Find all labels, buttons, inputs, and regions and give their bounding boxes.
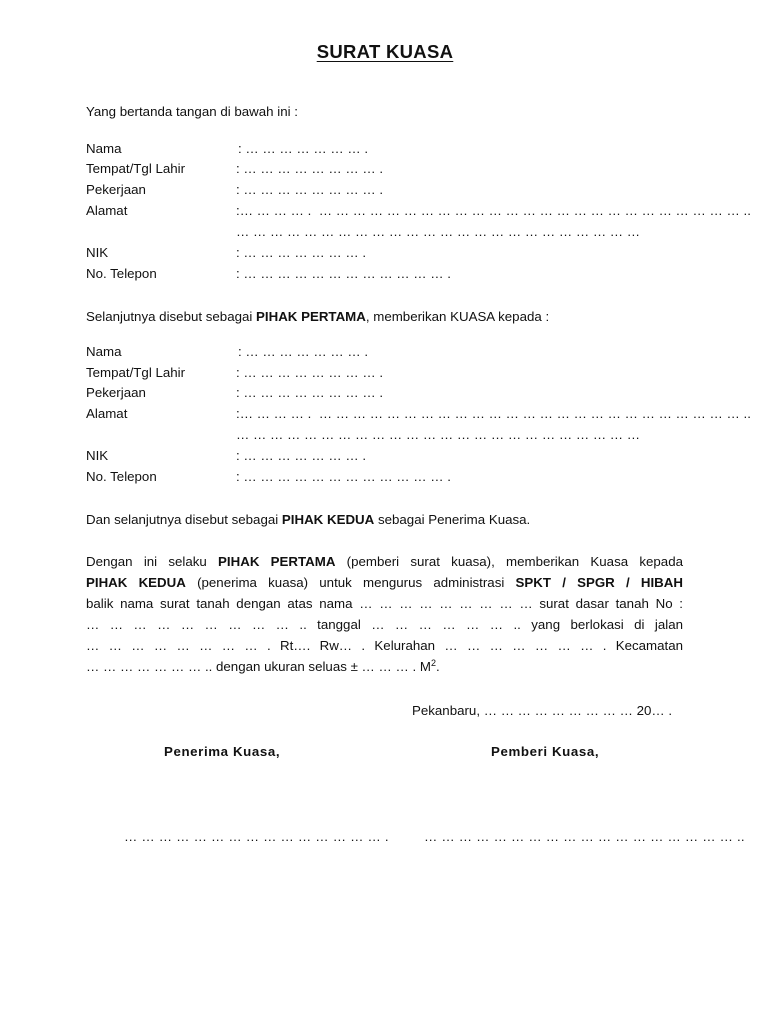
field-label-pekerjaan: Pekerjaan xyxy=(86,385,146,400)
field-label-nik: NIK xyxy=(86,245,109,260)
field-label-alamat: Alamat xyxy=(86,203,128,218)
field-value-alamat: :… … … … . … … … … … … … … … … … … … … … … … … … … … … … … … .. xyxy=(236,203,751,218)
field-value-pekerjaan: : … … … … … … … … . xyxy=(236,385,384,400)
field-label-tempat-tgl-lahir: Tempat/Tgl Lahir xyxy=(86,161,186,176)
field-value-nama: : … … … … … … … . xyxy=(238,344,369,359)
place-date: Pekanbaru, … … … … … … … … … 20… . xyxy=(412,703,673,718)
field-label-alamat: Alamat xyxy=(86,406,128,421)
field-label-no-telepon: No. Telepon xyxy=(86,266,157,281)
paragraph-line-6: … … … … … … … .. dengan ukuran seluas ± … … … . $M^2$. xyxy=(86,658,440,674)
field-value-tempat-tgl-lahir: : … … … … … … … … . xyxy=(236,365,384,380)
paragraph-line-3: balik nama surat tanah dengan atas nama … … … … … … … … … surat dasar tanah No : xyxy=(86,596,683,611)
field-label-nama: Nama xyxy=(86,141,122,156)
paragraph-line-1: Dengan ini selaku PIHAK PERTAMA (pemberi surat kuasa), memberikan Kuasa kepada xyxy=(86,554,683,569)
document-title: SURAT KUASA xyxy=(316,41,454,62)
field-value-no-telepon: : … … … … … … … … … … … … . xyxy=(236,266,451,281)
field-label-tempat-tgl-lahir: Tempat/Tgl Lahir xyxy=(86,365,186,380)
signature-label-pemberi: Pemberi Kuasa, xyxy=(491,744,600,759)
field-value-alamat: :… … … … . … … … … … … … … … … … … … … … … … … … … … … … … … .. xyxy=(236,406,751,421)
field-label-no-telepon: No. Telepon xyxy=(86,469,157,484)
intro-text: Yang bertanda tangan di bawah ini : xyxy=(86,104,298,119)
paragraph-line-2: PIHAK KEDUA (penerima kuasa) untuk mengurus administrasi SPKT / SPGR / HIBAH xyxy=(86,575,683,590)
transition-pihak-kedua: Dan selanjutnya disebut sebagai PIHAK KEDUA sebagai Penerima Kuasa. xyxy=(86,512,531,527)
field-value-no-telepon: : … … … … … … … … … … … … . xyxy=(236,469,451,484)
signature-line-pemberi: … … … … … … … … … … … … … … … … … … .. xyxy=(424,829,745,844)
signature-label-penerima: Penerima Kuasa, xyxy=(164,744,281,759)
signature-line-penerima: … … … … … … … … … … … … … … … . xyxy=(124,829,389,844)
field-label-pekerjaan: Pekerjaan xyxy=(86,182,146,197)
field-value-alamat-continued: … … … … … … … … … … … … … … … … … … … … … … … … xyxy=(236,224,641,239)
paragraph-line-5: … … … … … … … … . Rt…. Rw… . Kelurahan … … … … … … … . Kecamatan xyxy=(86,638,683,653)
field-value-nik: : … … … … … … … . xyxy=(236,245,367,260)
field-value-nik: : … … … … … … … . xyxy=(236,448,367,463)
field-label-nik: NIK xyxy=(86,448,109,463)
transition-pihak-pertama: Selanjutnya disebut sebagai PIHAK PERTAMA, memberikan KUASA kepada : xyxy=(86,309,550,324)
field-value-pekerjaan: : … … … … … … … … . xyxy=(236,182,384,197)
paragraph-line-4: … … … … … … … … … .. tanggal … … … … … … .. yang berlokasi di jalan xyxy=(86,617,683,632)
field-label-nama: Nama xyxy=(86,344,122,359)
field-value-nama: : … … … … … … … . xyxy=(238,141,369,156)
field-value-alamat-continued: … … … … … … … … … … … … … … … … … … … … … … … … xyxy=(236,427,641,442)
field-value-tempat-tgl-lahir: : … … … … … … … … . xyxy=(236,161,384,176)
